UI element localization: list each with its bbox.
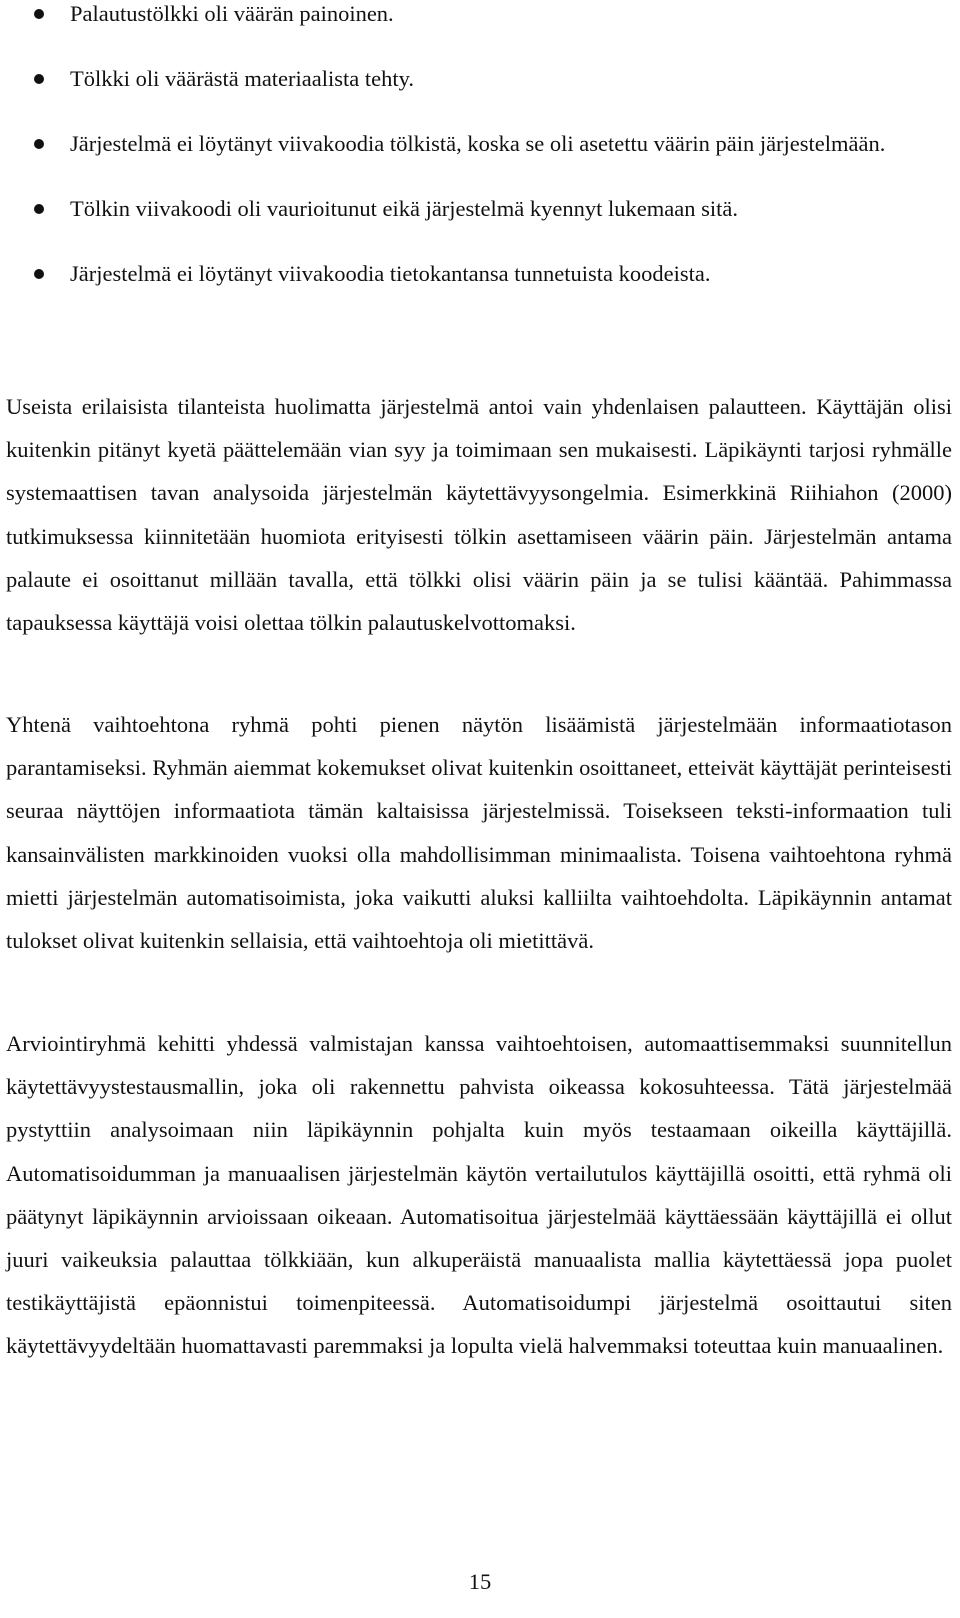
- list-item-text: Palautustölkki oli väärän painoinen.: [70, 1, 394, 26]
- bullet-dot-icon: [34, 139, 44, 149]
- page-number: 15: [468, 1569, 492, 1594]
- bullet-list: [6, 0, 952, 295]
- list-item: [6, 252, 952, 295]
- paragraph: Arviointiryhmä kehitti yhdessä valmistajan kanssa vaihtoehtoisen, automaattisemmaksi suunnitellun käytettävyystestausmallin, joka oli rakennettu pahvista oikeassa kokosuhteessa. Tätä järjestelmää pystyttiin analysoimaan niin läpikäynnin pohjalta kuin myös testaamaan oikeilla käyttäjillä. Automatisoidumman ja manuaalisen järjestelmän käytön vertailutulos käyttäjillä osoitti, että ryhmä oli päätynyt läpikäynnin arvioissaan oikeaan. Automatisoitua järjestelmää käyttäessään käyttäjillä ei ollut juuri vaikeuksia palauttaa tölkkiään, kun alkuperäistä manuaalista mallia käytettäessä jopa puolet testikäyttäjistä epäonnistui toimenpiteessä. Automatisoidumpi järjestelmä osoittautui siten käytettävyydeltään huomattavasti paremmaksi ja lopulta vielä halvemmaksi toteuttaa kuin manuaalinen.: [6, 1031, 952, 1359]
- list-item-text: Tölkki oli väärästä materiaalista tehty.: [70, 66, 415, 91]
- list-item: [6, 187, 952, 230]
- list-item: [6, 0, 952, 35]
- list-item: [6, 122, 952, 165]
- list-item: [6, 57, 952, 100]
- bullet-list-container: [6, 0, 952, 317]
- list-item-text: Tölkin viivakoodi oli vaurioitunut eikä järjestelmä kyennyt lukemaan sitä.: [70, 196, 738, 221]
- list-item-text: Järjestelmä ei löytänyt viivakoodia tölkistä, koska se oli asetettu väärin päin järjestelmään.: [70, 131, 886, 156]
- bullet-dot-icon: [34, 269, 44, 279]
- list-item-text: Järjestelmä ei löytänyt viivakoodia tietokantansa tunnetuista koodeista.: [70, 261, 711, 286]
- paragraph: Yhtenä vaihtoehtona ryhmä pohti pienen näytön lisäämistä järjestelmään informaatiotason parantamiseksi. Ryhmän aiemmat kokemukset olivat kuitenkin osoittaneet, etteivät käyttäjät perinteisesti seuraa näyttöjen informaatiota tämän kaltaisissa järjestelmissä. Toisekseen teksti-informaation tuli kansainvälisten markkinoiden vuoksi olla mahdollisimman minimaalista. Toisena vaihtoehtona ryhmä mietti järjestelmän automatisoimista, joka vaikutti aluksi kalliilta vaihtoehdolta. Läpikäynnin antamat tulokset olivat kuitenkin sellaisia, että vaihtoehtoja oli mietittävä.: [6, 712, 952, 954]
- bullet-dot-icon: [34, 9, 44, 19]
- bullet-dot-icon: [34, 74, 44, 84]
- bullet-dot-icon: [34, 204, 44, 214]
- paragraph: Useista erilaisista tilanteista huolimatta järjestelmä antoi vain yhdenlaisen palautteen. Käyttäjän olisi kuitenkin pitänyt kyetä päättelemään vian syy ja toimimaan sen mukaisesti. Läpikäynti tarjosi ryhmälle systemaattisen tavan analysoida järjestelmän käytettävyysongelmia. Esimerkkinä Riihiahon (2000) tutkimuksessa kiinnitetään huomiota erityisesti tölkin asettamiseen väärin päin. Järjestelmän antama palaute ei osoittanut millään tavalla, että tölkki olisi väärin päin ja se tulisi kääntää. Pahimmassa tapauksessa käyttäjä voisi olettaa tölkin palautuskelvottomaksi.: [6, 394, 952, 636]
